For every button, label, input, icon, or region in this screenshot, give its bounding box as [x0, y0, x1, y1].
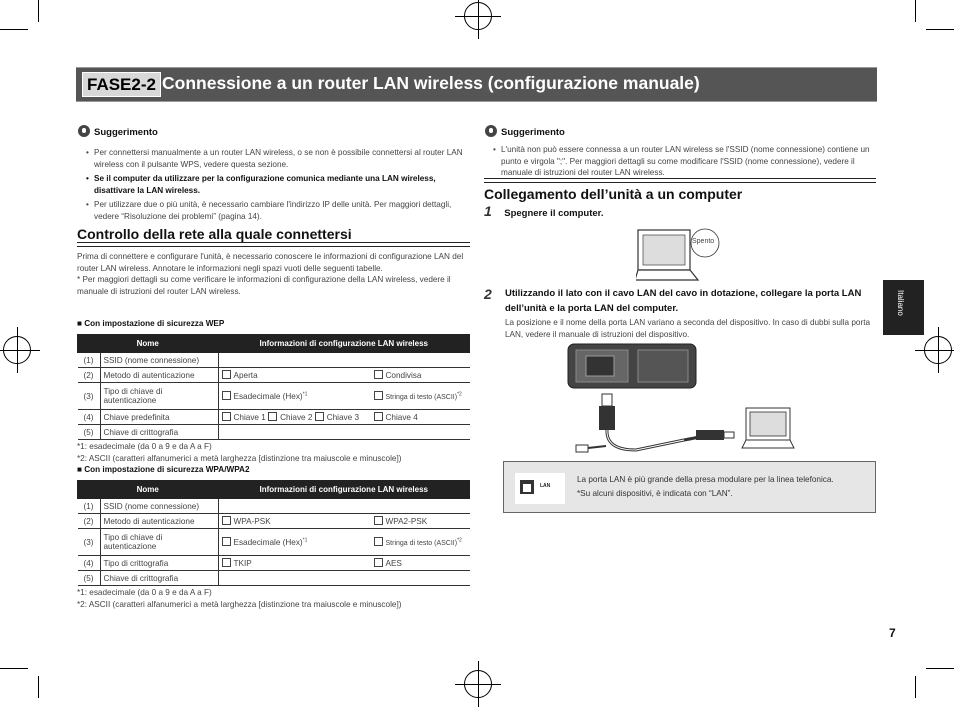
table-row: [78, 499, 470, 514]
option-cell: [371, 514, 470, 529]
checkbox[interactable]: [222, 370, 231, 379]
crop-mark: [38, 0, 39, 22]
lan-info-box: [503, 461, 876, 513]
option-label: Esadecimale (Hex): [233, 538, 303, 547]
option-cell: [371, 368, 470, 383]
option-label: Chiave 2: [280, 413, 313, 422]
lan-port-icon: [515, 473, 565, 504]
row-name: Metodo di autenticazione: [100, 368, 218, 383]
table-row: [78, 383, 470, 410]
table-row: [78, 571, 470, 586]
option-cell: [218, 383, 371, 410]
option-label: Aperta: [233, 371, 258, 380]
step-title: Spegnere il computer.: [504, 208, 604, 219]
section-title: Controllo della rete alla quale connettersi: [77, 226, 352, 242]
step-text: La posizione e il nome della porta LAN variano a seconda del dispositivo. In caso di dubbi sulla porta LAN, vedere il manuale di istruzioni del dispositivo.: [505, 318, 871, 339]
option-label: Stringa di testo (ASCII): [385, 394, 458, 401]
tip-label: Suggerimento: [501, 127, 565, 138]
laptop-off-illustration: [636, 228, 732, 286]
input-cell: [371, 499, 470, 514]
input-cell: [371, 425, 470, 440]
crop-mark: [915, 676, 916, 698]
table-heading: ■ Con impostazione di sicurezza WEP: [77, 319, 470, 328]
crop-mark: [915, 0, 916, 22]
footnote: *2: ASCII (caratteri alfanumerici a metà larghezza [distinzione tra maiuscole e minuscole]): [77, 599, 402, 609]
page-number: 7: [889, 626, 896, 640]
registration-mark: [924, 336, 952, 364]
option-cell: [218, 514, 371, 529]
option-label: AES: [385, 559, 402, 568]
step-1: [484, 203, 604, 221]
row-name: Tipo di crittografia: [100, 556, 218, 571]
lan-icon-label: LAN: [540, 483, 551, 489]
checkbox[interactable]: [268, 412, 277, 421]
checkbox[interactable]: [222, 391, 231, 400]
checkbox[interactable]: [374, 370, 383, 379]
wpa-table: [77, 480, 470, 586]
crop-mark: [38, 676, 39, 698]
option-cell: [371, 410, 470, 425]
option-label: WPA2-PSK: [385, 517, 428, 526]
spento-label: Spento: [692, 238, 715, 245]
row-number: (2): [78, 368, 101, 383]
tip-left: [78, 122, 470, 225]
table-row: [78, 353, 470, 368]
input-cell: [218, 499, 371, 514]
crop-mark: [926, 29, 954, 30]
language-label: Italiano: [896, 290, 905, 316]
language-tab: [883, 280, 924, 335]
checkbox[interactable]: [374, 516, 383, 525]
row-number: (5): [78, 571, 101, 586]
row-name: Metodo di autenticazione: [100, 514, 218, 529]
table-row: [78, 556, 470, 571]
option-label: TKIP: [233, 559, 252, 568]
checkbox[interactable]: [222, 537, 231, 546]
footnote-ref: *1: [302, 537, 308, 544]
option-label: Chiave 1: [233, 413, 266, 422]
section-check: [77, 226, 470, 297]
checkbox[interactable]: [222, 412, 231, 421]
input-cell: [218, 425, 371, 440]
row-name: SSID (nome connessione): [100, 353, 218, 368]
step-2: [484, 286, 874, 340]
registration-mark: [464, 2, 492, 30]
table-row: [78, 410, 470, 425]
column-header: Informazioni di configurazione LAN wireless: [218, 481, 470, 499]
checkbox[interactable]: [222, 516, 231, 525]
row-number: (3): [78, 383, 101, 410]
input-cell: [371, 571, 470, 586]
section-paragraph: Prima di connettere e configurare l'unità, è necessario conoscere le informazioni di configurazione LAN del router LAN wireless. Annotare le informazioni negli spazi vuoti delle seguenti tabelle.: [77, 252, 464, 273]
column-header: Nome: [78, 481, 219, 499]
step-number: 1: [484, 203, 492, 219]
tip-item: • Per connettersi manualmente a un router LAN wireless, o se non è possibile connettersi al router LAN wireless con il pulsante WPS, vedere questa sezione.: [78, 147, 470, 170]
tip-icon: [78, 125, 90, 137]
column-header: Informazioni di configurazione LAN wireless: [218, 335, 470, 353]
wpa-section: [77, 465, 470, 610]
checkbox[interactable]: [374, 412, 383, 421]
row-name: Tipo di chiave di autenticazione: [100, 383, 218, 410]
row-number: (3): [78, 529, 101, 556]
row-number: (4): [78, 556, 101, 571]
input-cell: [218, 353, 371, 368]
option-label: Chiave 4: [385, 413, 418, 422]
row-name: Chiave di crittografia: [100, 571, 218, 586]
tip-label: Suggerimento: [94, 127, 158, 138]
footnote-ref: *1: [302, 391, 308, 398]
option-label: Esadecimale (Hex): [233, 392, 303, 401]
section-rule: [77, 242, 470, 247]
table-row: [78, 425, 470, 440]
input-cell: [371, 353, 470, 368]
lan-info-line: La porta LAN è più grande della presa modulare per la linea telefonica.: [577, 475, 834, 484]
checkbox[interactable]: [315, 412, 324, 421]
table-row: [78, 529, 470, 556]
tip-item: • L'unità non può essere connessa a un router LAN wireless se l'SSID (nome connessione) contiene un punto e virgola ";". Per maggiori dettagli su come modificare l'SSID (nome connessione), vedere il manuale di istruzioni del router LAN wireless.: [485, 144, 875, 179]
step-badge: FASE2-2: [82, 72, 161, 97]
option-cell: [218, 368, 371, 383]
row-name: Chiave di crittografia: [100, 425, 218, 440]
table-row: [78, 514, 470, 529]
option-label: WPA-PSK: [233, 517, 271, 526]
checkbox[interactable]: [222, 558, 231, 567]
option-label: Condivisa: [385, 371, 422, 380]
wep-section: [77, 319, 470, 464]
crop-mark: [0, 668, 28, 669]
row-number: (2): [78, 514, 101, 529]
title-bar: [76, 67, 877, 102]
row-number: (5): [78, 425, 101, 440]
row-name: Chiave predefinita: [100, 410, 218, 425]
footnote-ref: *2: [457, 391, 462, 398]
crop-mark: [0, 29, 28, 30]
option-cell: [371, 556, 470, 571]
checkbox[interactable]: [374, 537, 383, 546]
step-number: 2: [484, 286, 492, 302]
option-cell: [218, 556, 371, 571]
column-header: Nome: [78, 335, 219, 353]
tip-icon: [485, 125, 497, 137]
option-label: Chiave 3: [326, 413, 360, 422]
step-title: Utilizzando il lato con il cavo LAN del cavo in dotazione, collegare la porta LAN dell’unità e la porta LAN del computer.: [505, 288, 862, 314]
section-connect: [484, 178, 876, 202]
registration-mark: [464, 670, 492, 698]
connection-illustration: [566, 342, 796, 460]
crop-mark: [926, 668, 954, 669]
checkbox[interactable]: [374, 391, 383, 400]
table-heading: ■ Con impostazione di sicurezza WPA/WPA2: [77, 465, 470, 474]
row-number: (1): [78, 353, 101, 368]
tip-item: • Per utilizzare due o più unità, è necessario cambiare l'indirizzo IP delle unità. Per maggiori dettagli, vedere “Risoluzione dei problemi” (pagina 14).: [78, 199, 470, 222]
tip-right: [485, 122, 875, 182]
checkbox[interactable]: [374, 558, 383, 567]
tip-item: • Se il computer da utilizzare per la configurazione comunica mediante una LAN wireless, disattivare la LAN wireless.: [78, 173, 470, 196]
section-paragraph: * Per maggiori dettagli su come verificare le informazioni di configurazione della LAN wireless, vedere il manuale di istruzioni del router LAN wireless.: [77, 275, 451, 296]
option-cell: [218, 529, 371, 556]
registration-mark: [3, 336, 31, 364]
row-number: (4): [78, 410, 101, 425]
row-name: SSID (nome connessione): [100, 499, 218, 514]
table-row: [78, 368, 470, 383]
section-rule: [484, 178, 876, 183]
lan-info-line: *Su alcuni dispositivi, è indicata con “LAN”.: [577, 489, 733, 498]
input-cell: [218, 571, 371, 586]
section-title: Collegamento dell’unità a un computer: [484, 186, 743, 202]
footnote: *1: esadecimale (da 0 a 9 e da A a F): [77, 588, 212, 597]
wep-table: [77, 334, 470, 440]
footnote: *1: esadecimale (da 0 a 9 e da A a F): [77, 442, 212, 451]
footnote-ref: *2: [457, 537, 462, 544]
row-number: (1): [78, 499, 101, 514]
option-cell: [218, 410, 371, 425]
option-label: Stringa di testo (ASCII): [385, 540, 458, 547]
footnote: *2: ASCII (caratteri alfanumerici a metà larghezza [distinzione tra maiuscole e minuscole]): [77, 453, 402, 463]
page-title: Connessione a un router LAN wireless (configurazione manuale): [162, 73, 700, 93]
option-cell: [371, 383, 470, 410]
option-cell: [371, 529, 470, 556]
row-name: Tipo di chiave di autenticazione: [100, 529, 218, 556]
